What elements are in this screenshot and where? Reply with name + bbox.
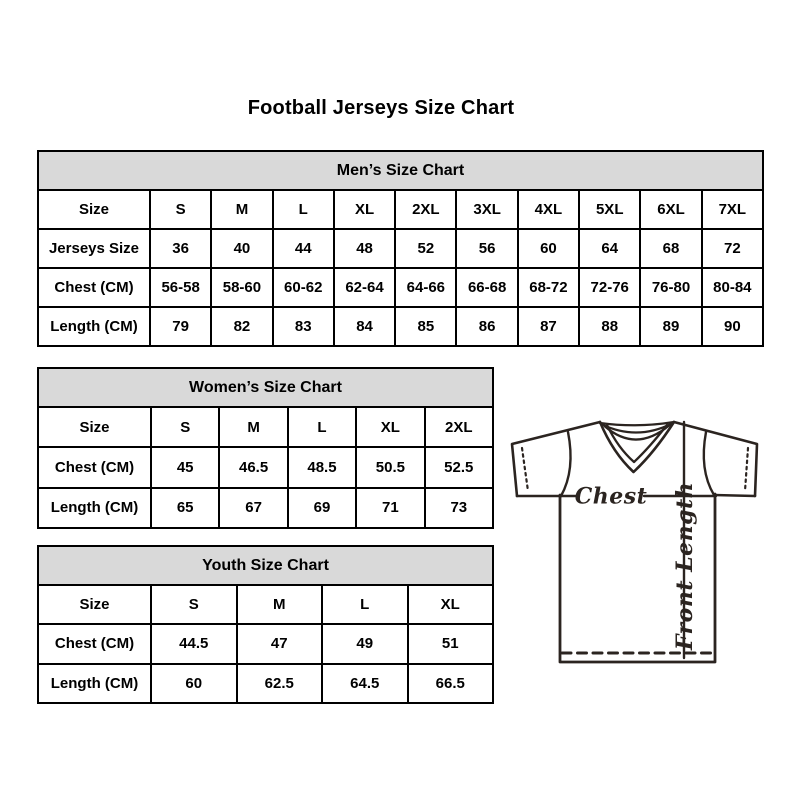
size-value-cell: 49 — [322, 624, 408, 663]
chest-label: Chest — [574, 483, 648, 510]
size-value-cell: M — [211, 190, 272, 229]
size-value-cell: 2XL — [425, 407, 493, 447]
jersey-collar — [600, 422, 674, 472]
size-value-cell: 67 — [219, 488, 287, 528]
size-value-cell: 80-84 — [702, 268, 763, 307]
page-title: Football Jerseys Size Chart — [247, 97, 515, 119]
size-value-cell: 52 — [395, 229, 456, 268]
size-value-cell: 5XL — [579, 190, 640, 229]
table-row — [38, 268, 763, 307]
size-value-cell: 86 — [456, 307, 517, 346]
youth-size-chart-table — [37, 545, 494, 704]
table-row — [38, 488, 493, 528]
left-cuff-dotted-seam — [522, 448, 528, 491]
size-value-cell: XL — [408, 585, 494, 624]
size-value-cell: 58-60 — [211, 268, 272, 307]
size-value-cell: 89 — [640, 307, 701, 346]
size-value-cell: S — [151, 585, 237, 624]
mens-table-title: Men’s Size Chart — [38, 151, 763, 190]
front-length-label: Front Length — [672, 481, 698, 651]
table-row — [38, 624, 493, 663]
size-value-cell: 47 — [237, 624, 323, 663]
size-value-cell: L — [273, 190, 334, 229]
size-value-cell: 52.5 — [425, 447, 493, 487]
size-value-cell: 85 — [395, 307, 456, 346]
size-value-cell: 60-62 — [273, 268, 334, 307]
size-value-cell: 66.5 — [408, 664, 494, 703]
table-row — [38, 664, 493, 703]
size-value-cell: 90 — [702, 307, 763, 346]
size-value-cell: 72-76 — [579, 268, 640, 307]
row-label-cell: Size — [38, 190, 150, 229]
size-value-cell: M — [219, 407, 287, 447]
size-value-cell: 51 — [408, 624, 494, 663]
row-label-cell: Chest (CM) — [38, 268, 150, 307]
size-value-cell: L — [288, 407, 356, 447]
size-value-cell: 76-80 — [640, 268, 701, 307]
mens-size-chart-table — [37, 150, 764, 347]
size-value-cell: 71 — [356, 488, 424, 528]
size-value-cell: 88 — [579, 307, 640, 346]
table-row — [38, 229, 763, 268]
size-value-cell: 36 — [150, 229, 211, 268]
womens-table-title: Women’s Size Chart — [38, 368, 493, 407]
size-value-cell: 4XL — [518, 190, 579, 229]
size-value-cell: L — [322, 585, 408, 624]
row-label-cell: Size — [38, 407, 151, 447]
size-value-cell: 79 — [150, 307, 211, 346]
size-value-cell: 60 — [518, 229, 579, 268]
size-value-cell: 64 — [579, 229, 640, 268]
size-value-cell: 68 — [640, 229, 701, 268]
size-value-cell: 87 — [518, 307, 579, 346]
table-row — [38, 407, 493, 447]
size-value-cell: S — [150, 190, 211, 229]
size-value-cell: 46.5 — [219, 447, 287, 487]
table-row — [38, 447, 493, 487]
jersey-measurement-diagram — [503, 413, 797, 667]
size-value-cell: 64.5 — [322, 664, 408, 703]
size-value-cell: 56-58 — [150, 268, 211, 307]
size-value-cell: M — [237, 585, 323, 624]
size-value-cell: XL — [334, 190, 395, 229]
row-label-cell: Jerseys Size — [38, 229, 150, 268]
size-value-cell: 40 — [211, 229, 272, 268]
size-value-cell: 48 — [334, 229, 395, 268]
table-row — [38, 307, 763, 346]
size-value-cell: 44.5 — [151, 624, 237, 663]
size-value-cell: 83 — [273, 307, 334, 346]
size-value-cell: 62.5 — [237, 664, 323, 703]
youth-table-title: Youth Size Chart — [38, 546, 493, 585]
table-row — [38, 585, 493, 624]
row-label-cell: Length (CM) — [38, 307, 150, 346]
row-label-cell: Chest (CM) — [38, 624, 151, 663]
size-value-cell: 62-64 — [334, 268, 395, 307]
size-value-cell: 73 — [425, 488, 493, 528]
row-label-cell: Length (CM) — [38, 664, 151, 703]
size-value-cell: 66-68 — [456, 268, 517, 307]
row-label-cell: Length (CM) — [38, 488, 151, 528]
size-value-cell: S — [151, 407, 219, 447]
womens-size-chart-table — [37, 367, 494, 529]
size-value-cell: 44 — [273, 229, 334, 268]
size-value-cell: 48.5 — [288, 447, 356, 487]
row-label-cell: Size — [38, 585, 151, 624]
size-value-cell: XL — [356, 407, 424, 447]
size-value-cell: 60 — [151, 664, 237, 703]
size-value-cell: 65 — [151, 488, 219, 528]
size-value-cell: 69 — [288, 488, 356, 528]
size-value-cell: 84 — [334, 307, 395, 346]
right-cuff-dotted-seam — [745, 448, 748, 491]
size-value-cell: 7XL — [702, 190, 763, 229]
size-value-cell: 82 — [211, 307, 272, 346]
size-value-cell: 64-66 — [395, 268, 456, 307]
size-value-cell: 3XL — [456, 190, 517, 229]
size-value-cell: 72 — [702, 229, 763, 268]
size-value-cell: 56 — [456, 229, 517, 268]
size-value-cell: 68-72 — [518, 268, 579, 307]
size-value-cell: 50.5 — [356, 447, 424, 487]
size-value-cell: 6XL — [640, 190, 701, 229]
row-label-cell: Chest (CM) — [38, 447, 151, 487]
table-row — [38, 190, 763, 229]
size-value-cell: 45 — [151, 447, 219, 487]
size-value-cell: 2XL — [395, 190, 456, 229]
